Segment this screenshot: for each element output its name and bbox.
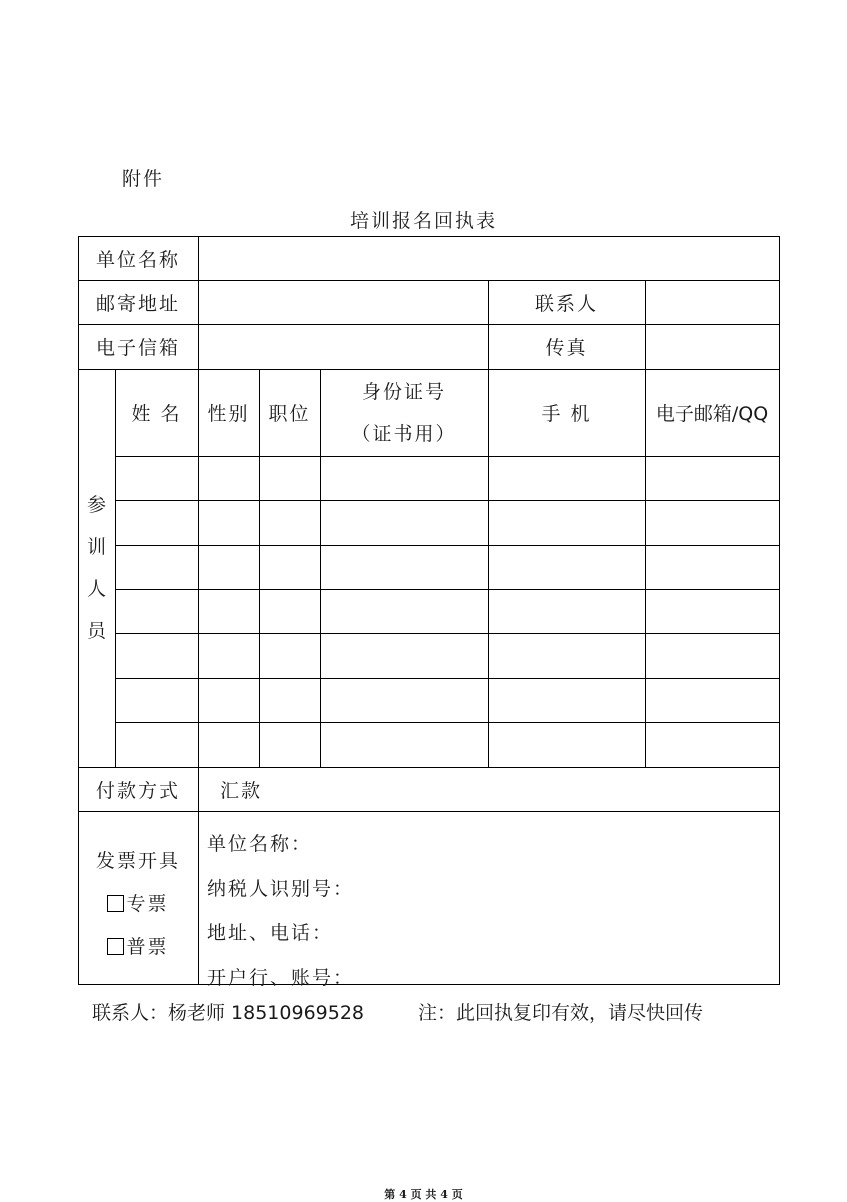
- mail-address-label: 邮寄地址: [95, 292, 180, 315]
- participants-label-char: 参: [86, 494, 106, 516]
- header-mobile: 手 机: [541, 403, 592, 425]
- header-name: 姓 名: [131, 403, 182, 425]
- form-title: 培训报名回执表: [349, 210, 497, 232]
- checkbox-icon[interactable]: [107, 895, 124, 912]
- attachment-label: 附件: [122, 168, 165, 190]
- participants-label-char: 人: [86, 578, 106, 600]
- header-position: 职位: [268, 403, 311, 425]
- email-label: 电子信箱: [95, 337, 180, 359]
- participants-label-char: 训: [86, 536, 106, 558]
- unit-name-label: 单位名称: [95, 248, 180, 271]
- invoice-label: 发票开具: [95, 850, 180, 872]
- footer-contact: 联系人：杨老师 18510969528: [92, 1002, 365, 1024]
- invoice-details: [207, 822, 354, 1000]
- participants-label-char: 员: [86, 620, 106, 642]
- header-id-number: [320, 369, 488, 456]
- invoice-line: 单位名称：: [207, 833, 313, 855]
- fax-label: 传真: [545, 337, 588, 359]
- invoice-line: 地址、电话：: [207, 922, 334, 944]
- footer-note: 注：此回执复印有效，请尽快回传: [418, 1002, 704, 1024]
- payment-label: 付款方式: [95, 779, 180, 802]
- header-id-number-note: （证书用）: [351, 422, 457, 445]
- invoice-option-ordinary-label: 普票: [126, 936, 169, 958]
- invoice-option-ordinary[interactable]: [107, 926, 168, 969]
- invoice-options: [78, 840, 198, 970]
- header-id-number-label: 身份证号: [361, 380, 446, 403]
- header-gender: 性别: [207, 403, 250, 425]
- checkbox-icon[interactable]: [107, 938, 124, 955]
- footer: [92, 998, 703, 1025]
- contact-person-label: 联系人: [534, 292, 598, 315]
- payment-value: 汇款: [220, 779, 263, 802]
- participants-label: [78, 369, 115, 767]
- invoice-option-special-label: 专票: [126, 893, 169, 915]
- invoice-line: 开户行、账号：: [207, 966, 355, 989]
- invoice-line: 纳税人识别号：: [207, 877, 355, 900]
- page-number: 第 4 页 共 4 页: [384, 1188, 463, 1201]
- invoice-option-special[interactable]: [107, 883, 168, 926]
- header-email-qq: 电子邮箱/QQ: [655, 403, 769, 425]
